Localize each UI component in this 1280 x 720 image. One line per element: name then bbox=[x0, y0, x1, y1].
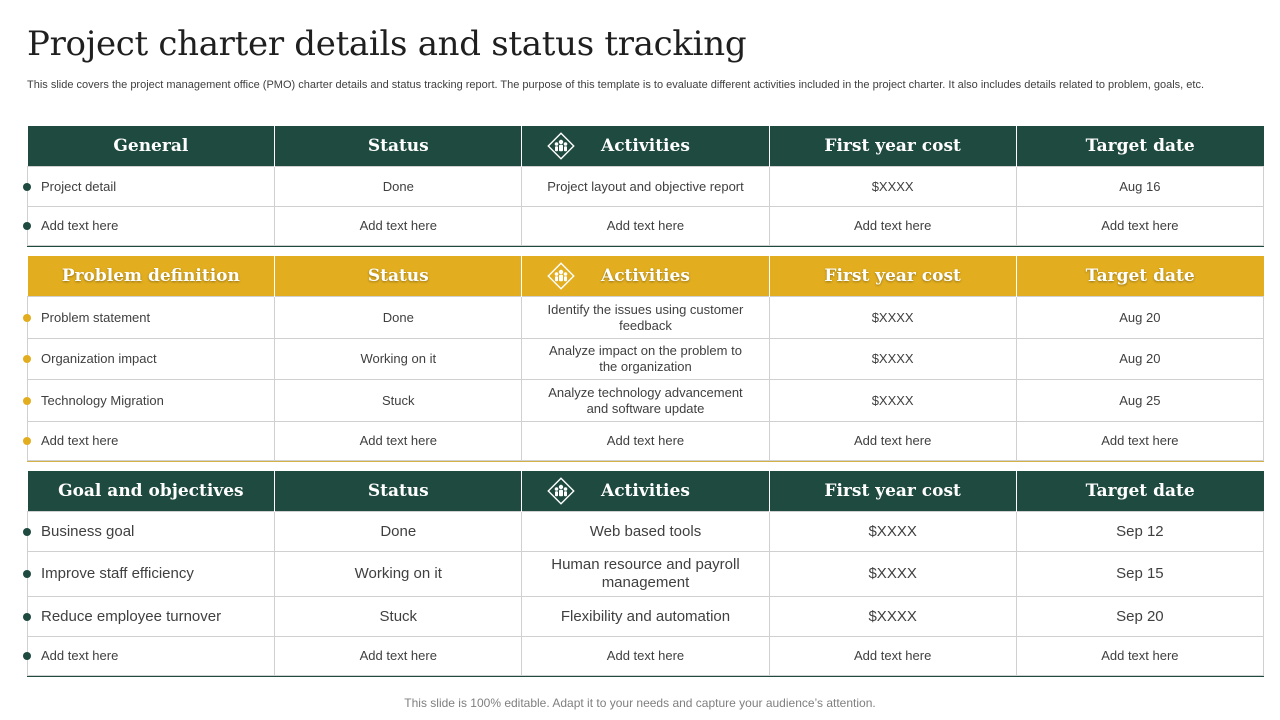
header-cell: First year cost bbox=[769, 256, 1016, 297]
target-date-cell: Sep 15 bbox=[1016, 552, 1263, 597]
row-label-cell bbox=[28, 339, 275, 380]
team-icon bbox=[547, 262, 575, 290]
header-cell: Status bbox=[275, 471, 522, 512]
cost-cell: Add text here bbox=[769, 637, 1016, 676]
row-label: Reduce employee turnover bbox=[41, 607, 222, 625]
status-cell: Stuck bbox=[275, 380, 522, 422]
table-header-row bbox=[28, 471, 1264, 512]
row-label: Improve staff efficiency bbox=[41, 565, 194, 582]
status-cell: Working on it bbox=[275, 339, 522, 380]
row-label: Add text here bbox=[41, 218, 119, 233]
status-cell: Done bbox=[275, 167, 522, 207]
header-label: Activities bbox=[601, 266, 690, 286]
table-row bbox=[28, 297, 1264, 339]
status-cell: Add text here bbox=[275, 207, 522, 246]
target-date-cell: Aug 20 bbox=[1016, 297, 1263, 339]
cost-cell: $XXXX bbox=[769, 512, 1016, 552]
bullet-icon bbox=[23, 613, 31, 621]
row-label-cell bbox=[28, 167, 275, 207]
target-date-cell: Add text here bbox=[1016, 422, 1263, 461]
header-cell: Status bbox=[275, 126, 522, 167]
bullet-icon bbox=[23, 314, 31, 322]
table-row bbox=[28, 339, 1264, 380]
row-label-cell bbox=[28, 552, 275, 597]
header-cell: Goal and objectives bbox=[28, 471, 275, 512]
row-label-cell bbox=[28, 422, 275, 461]
target-date-cell: Add text here bbox=[1016, 637, 1263, 676]
header-cell-activities bbox=[522, 126, 769, 167]
row-label-cell bbox=[28, 637, 275, 676]
bullet-icon bbox=[23, 652, 31, 660]
cost-cell: $XXXX bbox=[769, 297, 1016, 339]
header-cell-activities bbox=[522, 256, 769, 297]
target-date-cell: Sep 20 bbox=[1016, 597, 1263, 637]
header-cell: Problem definition bbox=[28, 256, 275, 297]
status-cell: Done bbox=[275, 512, 522, 552]
cost-cell: $XXXX bbox=[769, 597, 1016, 637]
status-cell: Add text here bbox=[275, 422, 522, 461]
table-row bbox=[28, 167, 1264, 207]
team-icon bbox=[547, 477, 575, 505]
header-cell: Target date bbox=[1016, 256, 1263, 297]
table-row bbox=[28, 422, 1264, 461]
bullet-icon bbox=[23, 355, 31, 363]
row-label: Problem statement bbox=[41, 309, 151, 325]
general-table bbox=[27, 126, 1264, 247]
row-label: Organization impact bbox=[41, 351, 157, 366]
cost-cell: $XXXX bbox=[769, 339, 1016, 380]
row-label-cell bbox=[28, 512, 275, 552]
table-row bbox=[28, 512, 1264, 552]
row-label-cell bbox=[28, 297, 275, 339]
target-date-cell: Aug 25 bbox=[1016, 380, 1263, 422]
table-row bbox=[28, 597, 1264, 637]
activities-cell: Analyze technology advancement and software update bbox=[522, 380, 769, 422]
header-cell: First year cost bbox=[769, 471, 1016, 512]
page-title: Project charter details and status tracking bbox=[27, 24, 747, 64]
header-cell: Target date bbox=[1016, 126, 1263, 167]
bullet-icon bbox=[23, 528, 31, 536]
team-icon bbox=[547, 132, 575, 160]
status-cell: Stuck bbox=[275, 597, 522, 637]
row-label-cell bbox=[28, 597, 275, 637]
cost-cell: $XXXX bbox=[769, 380, 1016, 422]
bullet-icon bbox=[23, 570, 31, 578]
target-date-cell: Sep 12 bbox=[1016, 512, 1263, 552]
activities-cell: Identify the issues using customer feedback bbox=[522, 297, 769, 339]
cost-cell: Add text here bbox=[769, 207, 1016, 246]
target-date-cell: Aug 20 bbox=[1016, 339, 1263, 380]
activities-cell: Add text here bbox=[522, 637, 769, 676]
activities-cell: Add text here bbox=[522, 422, 769, 461]
activities-cell: Web based tools bbox=[522, 512, 769, 552]
table-row bbox=[28, 207, 1264, 246]
table-row bbox=[28, 637, 1264, 676]
table-header-row bbox=[28, 126, 1264, 167]
goal-and-objectives-table bbox=[27, 471, 1264, 677]
row-label: Add text here bbox=[41, 433, 119, 448]
bullet-icon bbox=[23, 437, 31, 445]
row-label: Technology Migration bbox=[41, 392, 164, 408]
activities-cell: Human resource and payroll management bbox=[522, 552, 769, 597]
row-label-cell bbox=[28, 380, 275, 422]
page-subtitle: This slide covers the project management office (PMO) charter details and status tracking report. The purpose of this template is to evaluate different activities included in the project charter. It also includes details related to problem, goals, etc. bbox=[27, 79, 1204, 91]
status-cell: Done bbox=[275, 297, 522, 339]
bullet-icon bbox=[23, 397, 31, 405]
status-cell: Working on it bbox=[275, 552, 522, 597]
activities-cell: Analyze impact on the problem to the organization bbox=[522, 339, 769, 380]
cost-cell: $XXXX bbox=[769, 167, 1016, 207]
activities-cell: Project layout and objective report bbox=[522, 167, 769, 207]
table-header-row bbox=[28, 256, 1264, 297]
target-date-cell: Add text here bbox=[1016, 207, 1263, 246]
activities-cell: Flexibility and automation bbox=[522, 597, 769, 637]
header-cell: General bbox=[28, 126, 275, 167]
cost-cell: $XXXX bbox=[769, 552, 1016, 597]
table-row bbox=[28, 552, 1264, 597]
problem-definition-table bbox=[27, 256, 1264, 462]
header-cell: Status bbox=[275, 256, 522, 297]
footer-note: This slide is 100% editable. Adapt it to your needs and capture your audience’s attention. bbox=[404, 696, 876, 710]
target-date-cell: Aug 16 bbox=[1016, 167, 1263, 207]
header-label: Activities bbox=[601, 481, 690, 501]
table-row bbox=[28, 380, 1264, 422]
header-label: Activities bbox=[601, 136, 690, 156]
activities-cell: Add text here bbox=[522, 207, 769, 246]
header-cell: Target date bbox=[1016, 471, 1263, 512]
status-cell: Add text here bbox=[275, 637, 522, 676]
row-label: Project detail bbox=[41, 178, 117, 194]
bullet-icon bbox=[23, 222, 31, 230]
bullet-icon bbox=[23, 183, 31, 191]
row-label-cell bbox=[28, 207, 275, 246]
row-label: Add text here bbox=[41, 648, 119, 663]
row-label: Business goal bbox=[41, 522, 135, 540]
header-cell: First year cost bbox=[769, 126, 1016, 167]
header-cell-activities bbox=[522, 471, 769, 512]
cost-cell: Add text here bbox=[769, 422, 1016, 461]
